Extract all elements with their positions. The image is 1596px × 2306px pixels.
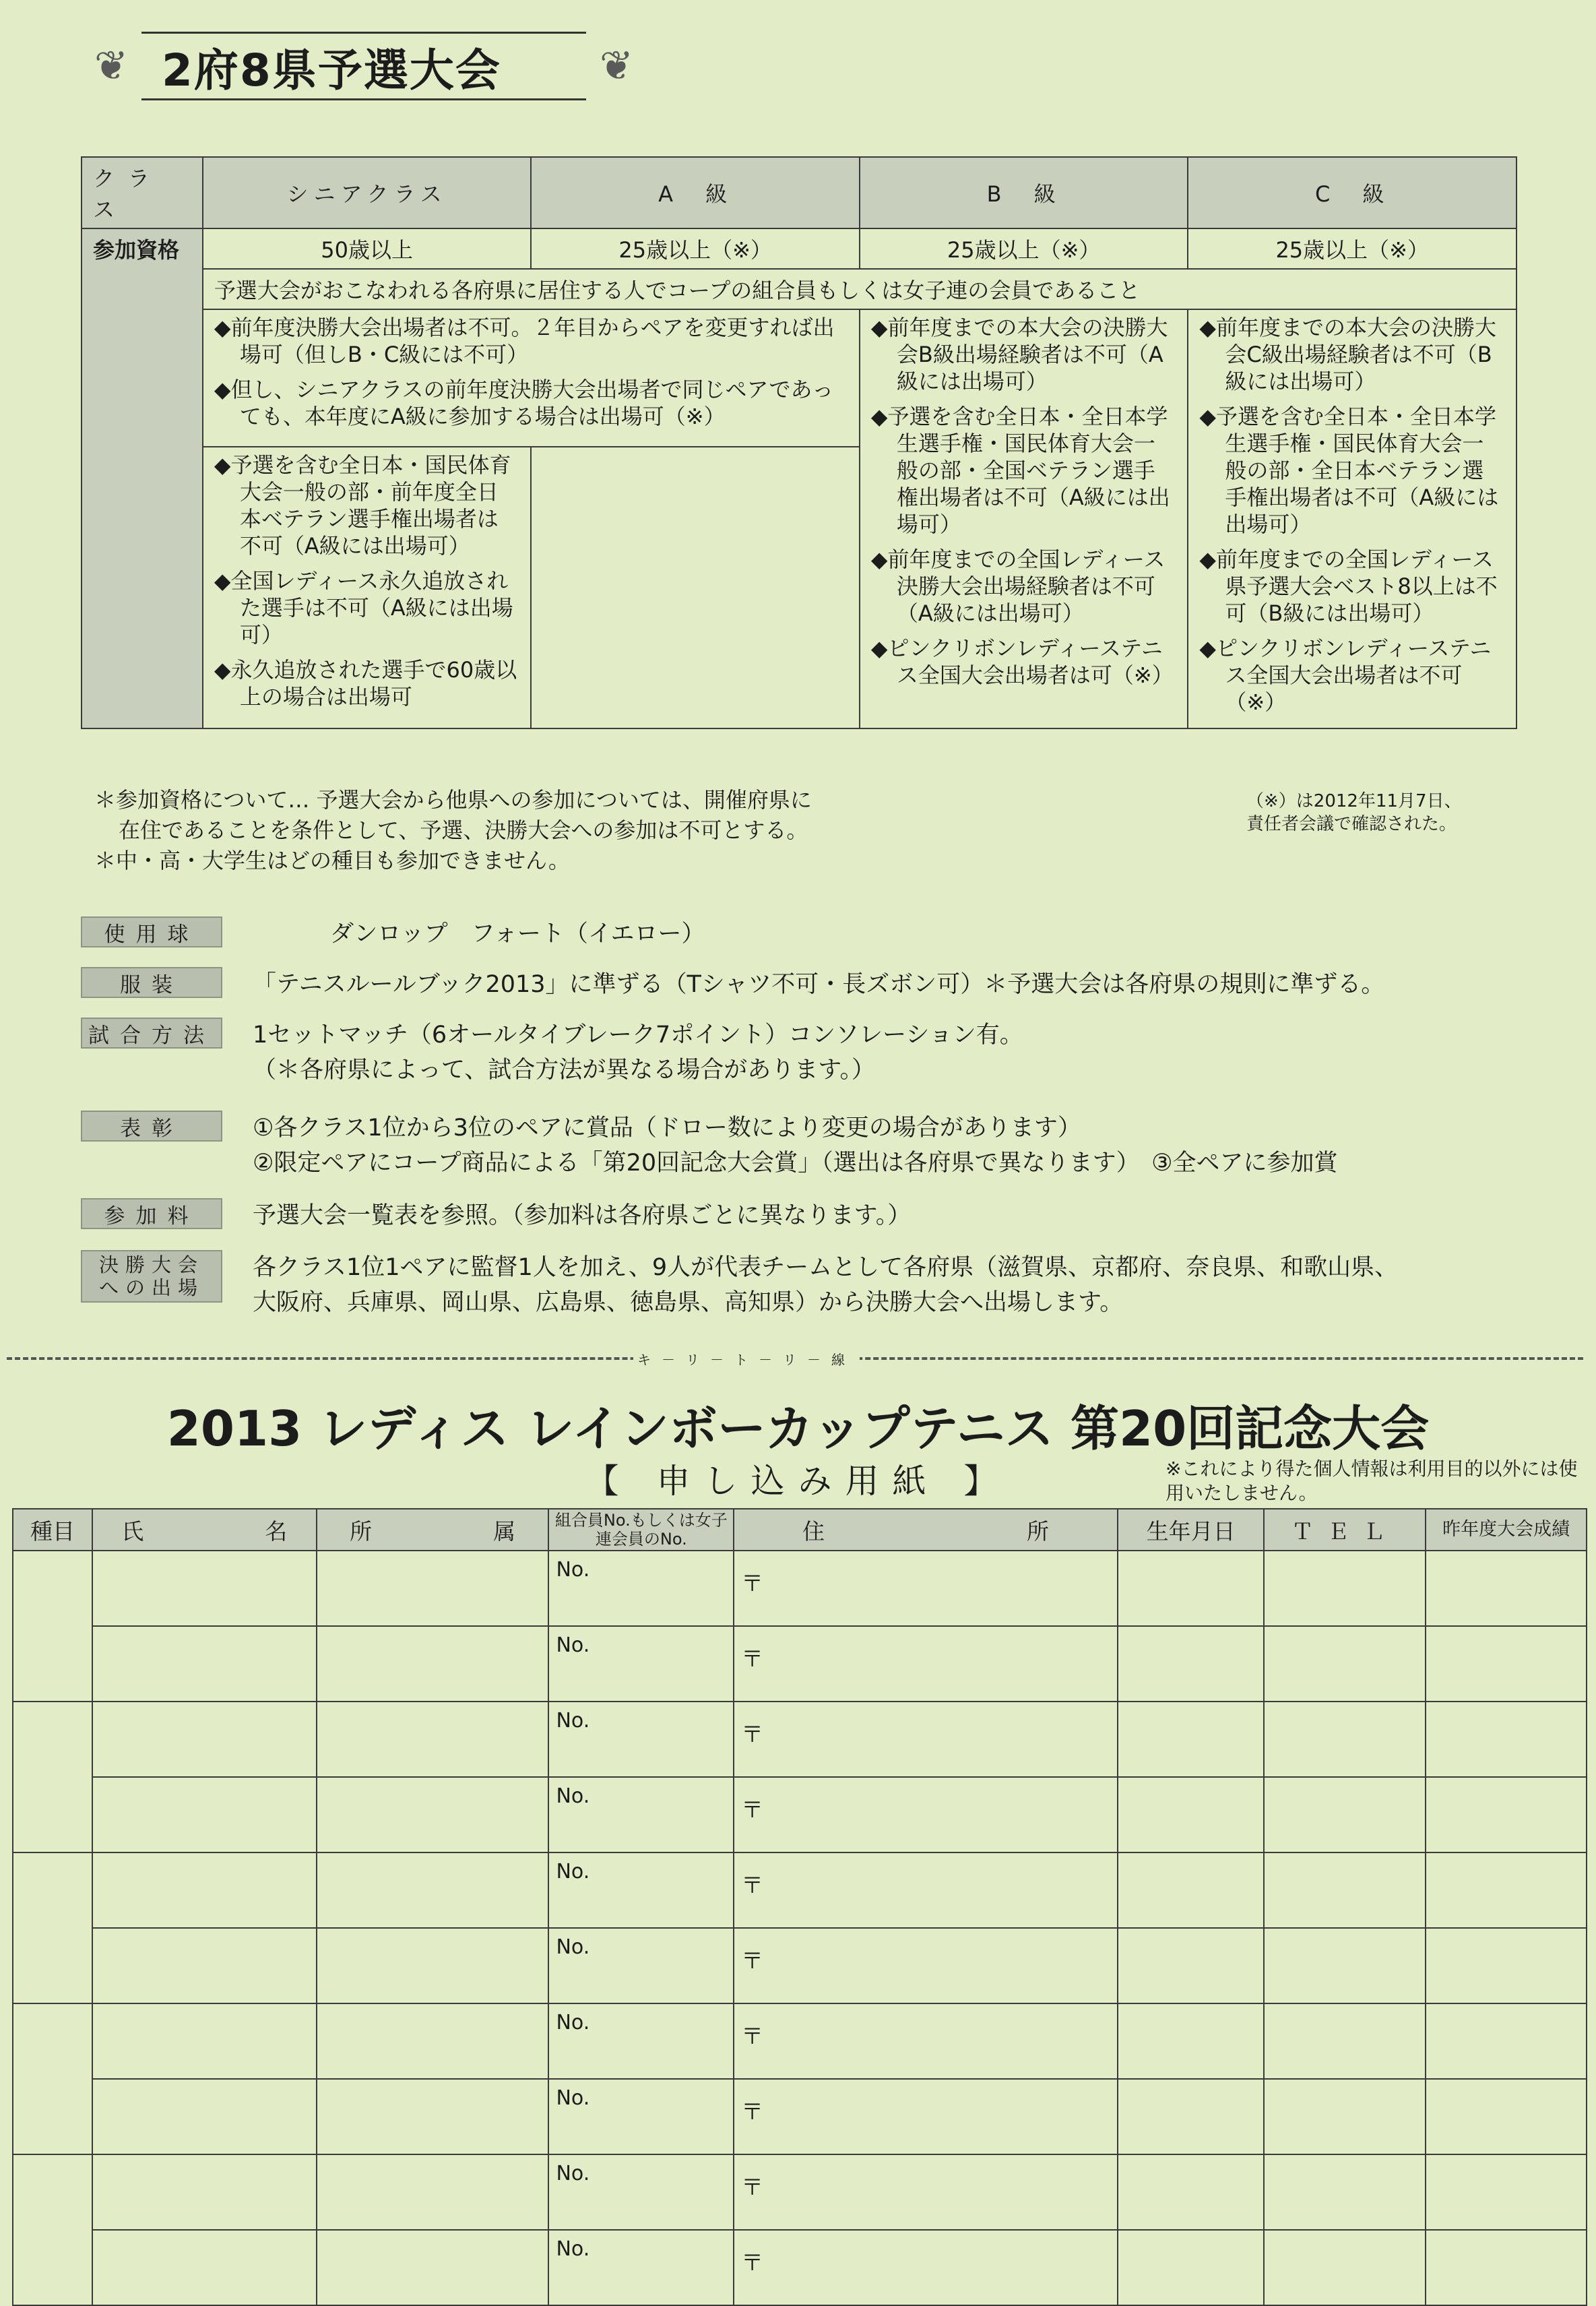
header-birth: 生年月日 <box>1118 1509 1265 1551</box>
birth-cell[interactable] <box>1118 1626 1265 1702</box>
birth-cell[interactable] <box>1118 2003 1265 2079</box>
name-cell[interactable] <box>92 2154 317 2230</box>
final-label-line: 決勝大会 <box>98 1253 204 1276</box>
tel-cell[interactable] <box>1264 1777 1426 1852</box>
b-rules <box>860 309 1188 728</box>
tel-cell[interactable] <box>1264 2079 1426 2154</box>
address-cell[interactable] <box>734 1852 1118 1928</box>
list-item: ◆予選を含む全日本・国民体育大会一般の部・前年度全日本ベテラン選手権出場者は不可（A級には出場可） <box>214 452 511 559</box>
table-row <box>13 1852 1587 1928</box>
tel-cell[interactable] <box>1264 1551 1426 1626</box>
method-line: 1セットマッチ（6オールタイブレーク7ポイント）コンソレーション有。 <box>253 1022 1023 1049</box>
final-value <box>253 1250 1398 1320</box>
header-address <box>734 1509 1118 1551</box>
affiliation-cell[interactable] <box>317 2230 549 2305</box>
dress-value: 「テニスルールブック2013」に準ずる（Tシャツ不可・長ズボン可）＊予選大会は各府県の規則に準ずる。 <box>253 971 1385 998</box>
header-name <box>92 1509 317 1551</box>
award-line: ①各クラス1位から3位のペアに賞品（ドロー数により変更の場合があります） <box>253 1115 1081 1142</box>
final-line: 大阪府、兵庫県、岡山県、広島県、徳島県、高知県）から決勝大会へ出場します。 <box>253 1289 1124 1316</box>
header-name-b: 名 <box>265 1518 288 1545</box>
note-line: 責任者会議で確認された。 <box>1246 814 1457 834</box>
form-title: 2013 レディス レインボーカップテニス 第20回記念大会 <box>166 1400 1430 1457</box>
birth-cell[interactable] <box>1118 1928 1265 2003</box>
birth-cell[interactable] <box>1118 2079 1265 2154</box>
birth-cell[interactable] <box>1118 2230 1265 2305</box>
result-cell[interactable] <box>1426 1551 1587 1626</box>
member-no-cell[interactable] <box>548 2230 734 2305</box>
empty-cell <box>531 447 860 728</box>
ball-value: ダンロップ フォート（イエロー） <box>330 921 705 947</box>
table-row <box>13 1777 1587 1852</box>
c-rules <box>1188 309 1517 728</box>
affiliation-cell[interactable] <box>317 1852 549 1928</box>
award-line: ②限定ペアにコープ商品による「第20回記念大会賞」（選出は各府県で異なります） ③全ペアに参加賞 <box>253 1150 1338 1177</box>
tel-cell[interactable] <box>1264 1626 1426 1702</box>
postal-mark-icon: 〒 <box>741 1872 764 1898</box>
event-cell[interactable] <box>13 1852 92 2003</box>
fee-label: 参加料 <box>81 1198 222 1229</box>
list-item: ◆前年度までの本大会の決勝大会B級出場経験者は不可（A級には出場可） <box>870 315 1168 394</box>
birth-cell[interactable] <box>1118 1551 1265 1626</box>
header-member-no: 組合員No.もしくは女子連会員のNo. <box>548 1509 734 1551</box>
name-cell[interactable] <box>92 1626 317 1702</box>
form-subtitle: 【 申し込み用紙 】 <box>585 1462 1011 1501</box>
member-no-prefix: No. <box>556 1558 590 1582</box>
address-cell[interactable] <box>734 2079 1118 2154</box>
affiliation-cell[interactable] <box>317 1928 549 2003</box>
header-banner <box>81 12 647 120</box>
senior-a-rules <box>203 309 860 447</box>
age-b: 25歳以上（※） <box>860 228 1188 269</box>
postal-mark-icon: 〒 <box>741 1721 764 1747</box>
age-c: 25歳以上（※） <box>1188 228 1517 269</box>
final-label-line: への出場 <box>98 1276 204 1299</box>
header-result: 昨年度大会成績 <box>1426 1509 1587 1551</box>
info-final <box>81 1250 1563 1320</box>
address-cell[interactable] <box>734 1551 1118 1626</box>
name-cell[interactable] <box>92 2230 317 2305</box>
address-cell[interactable] <box>734 1928 1118 2003</box>
member-no-prefix: No. <box>556 2237 590 2261</box>
dress-label: 服装 <box>81 967 222 998</box>
result-cell[interactable] <box>1426 1626 1587 1702</box>
affiliation-cell[interactable] <box>317 1777 549 1852</box>
class-b: B 級 <box>860 157 1188 228</box>
note-line: ＊中・高・大学生はどの種目も参加できません。 <box>94 848 570 873</box>
tel-cell[interactable] <box>1264 2230 1426 2305</box>
confirmation-note <box>1246 790 1556 836</box>
age-senior: 50歳以上 <box>203 228 532 269</box>
affiliation-cell[interactable] <box>317 1551 549 1626</box>
tel-cell[interactable] <box>1264 1928 1426 2003</box>
postal-mark-icon: 〒 <box>741 2098 764 2125</box>
birth-cell[interactable] <box>1118 1852 1265 1928</box>
event-cell[interactable] <box>13 2003 92 2154</box>
address-cell[interactable] <box>734 2003 1118 2079</box>
eligibility-notes <box>94 785 1172 876</box>
postal-mark-icon: 〒 <box>741 2174 764 2200</box>
header-address-a: 住 <box>802 1518 825 1545</box>
header-tel: ＴＥＬ <box>1264 1509 1426 1551</box>
table-row <box>13 2154 1587 2230</box>
table-row <box>13 2230 1587 2305</box>
postal-mark-icon: 〒 <box>741 2023 764 2049</box>
class-label: クラス <box>82 157 203 228</box>
method-value <box>253 1018 1023 1088</box>
address-cell[interactable] <box>734 2154 1118 2230</box>
common-requirement: 予選大会がおこなわれる各府県に居住する人でコープの組合員もしくは女子連の会員であること <box>203 269 1517 309</box>
affiliation-cell[interactable] <box>317 1626 549 1702</box>
birth-cell[interactable] <box>1118 2154 1265 2230</box>
header-address-b: 所 <box>1026 1518 1049 1545</box>
list-item: ◆予選を含む全日本・全日本学生選手権・国民体育大会一般の部・全日本ベテラン選手権出場者は不可（A級には出場可） <box>1199 404 1499 537</box>
method-label: 試合方法 <box>81 1018 222 1049</box>
info-fee <box>81 1198 1563 1233</box>
event-cell[interactable] <box>13 1551 92 1702</box>
ball-label: 使用球 <box>81 916 222 947</box>
address-cell[interactable] <box>734 2230 1118 2305</box>
tel-cell[interactable] <box>1264 2154 1426 2230</box>
note-line: ＊参加資格について… 予選大会から他県への参加については、開催府県に <box>94 787 812 813</box>
floral-ornament-icon: ❦ <box>599 42 634 90</box>
info-method <box>81 1018 1563 1088</box>
list-item: ◆ピンクリボンレディーステニス全国大会出場者は可（※） <box>870 635 1174 688</box>
member-no-cell[interactable] <box>548 1626 734 1702</box>
class-c: C 級 <box>1188 157 1517 228</box>
method-line: （＊各府県によって、試合方法が異なる場合があります。） <box>253 1057 876 1084</box>
list-item: ◆前年度までの本大会の決勝大会C級出場経験者は不可（B級には出場可） <box>1199 315 1497 394</box>
list-item: ◆永久追放された選手で60歳以上の場合は出場可 <box>214 657 517 710</box>
info-dress <box>81 967 1563 1002</box>
name-cell[interactable] <box>92 1777 317 1852</box>
affiliation-cell[interactable] <box>317 1702 549 1777</box>
fee-value: 予選大会一覧表を参照。（参加料は各府県ごとに異なります。） <box>253 1202 912 1229</box>
member-no-prefix: No. <box>556 2011 590 2034</box>
table-row <box>13 2003 1587 2079</box>
senior-rules <box>203 447 532 728</box>
privacy-note: ※これにより得た個人情報は利用目的以外には使用いたしません。 <box>1166 1458 1578 1504</box>
affiliation-cell[interactable] <box>317 2079 549 2154</box>
member-no-prefix: No. <box>556 1935 590 1959</box>
member-no-prefix: No. <box>556 2086 590 2110</box>
member-no-cell[interactable] <box>548 1551 734 1626</box>
result-cell[interactable] <box>1426 2154 1587 2230</box>
floral-ornament-icon: ❦ <box>94 42 129 90</box>
final-line: 各クラス1位1ペアに監督1人を加え、9人が代表チームとして各府県（滋賀県、京都府、奈良県、和歌山県、 <box>253 1254 1399 1281</box>
qualification-label: 参加資格 <box>82 228 203 728</box>
affiliation-cell[interactable] <box>317 2003 549 2079</box>
list-item: ◆全国レディース永久追放された選手は不可（A級には出場可） <box>214 568 513 648</box>
list-item: ◆ピンクリボンレディーステニス全国大会出場者は不可（※） <box>1199 635 1492 715</box>
member-no-cell[interactable] <box>548 1852 734 1928</box>
member-no-prefix: No. <box>556 1860 590 1883</box>
info-ball <box>81 916 1563 952</box>
member-no-prefix: No. <box>556 1633 590 1657</box>
cut-line-label: キ－リ－ト－リ－線 <box>633 1349 860 1369</box>
postal-mark-icon: 〒 <box>741 1797 764 1823</box>
tel-cell[interactable] <box>1264 1702 1426 1777</box>
name-cell[interactable] <box>92 1928 317 2003</box>
application-form <box>12 1508 1587 2306</box>
name-cell[interactable] <box>92 1852 317 1928</box>
award-label: 表彰 <box>81 1111 222 1142</box>
header-affil-a: 所 <box>350 1518 373 1545</box>
birth-cell[interactable] <box>1118 1777 1265 1852</box>
list-item: ◆前年度決勝大会出場者は不可。２年目からペアを変更すれば出場可（但しB・C級には不可） <box>214 315 835 367</box>
result-cell[interactable] <box>1426 1852 1587 1928</box>
list-item: ◆前年度までの全国レディース決勝大会出場経験者は不可（A級には出場可） <box>870 547 1166 626</box>
table-row <box>13 1702 1587 1777</box>
list-item: ◆但し、シニアクラスの前年度決勝大会出場者で同じペアであっても、本年度にA級に参加する場合は出場可（※） <box>214 377 834 429</box>
result-cell[interactable] <box>1426 2230 1587 2305</box>
header-affiliation <box>317 1509 549 1551</box>
name-cell[interactable] <box>92 1702 317 1777</box>
tel-cell[interactable] <box>1264 2003 1426 2079</box>
result-cell[interactable] <box>1426 1777 1587 1852</box>
postal-mark-icon: 〒 <box>741 1646 764 1672</box>
member-no-cell[interactable] <box>548 2154 734 2230</box>
address-cell[interactable] <box>734 1626 1118 1702</box>
name-cell[interactable] <box>92 2079 317 2154</box>
address-cell[interactable] <box>734 1777 1118 1852</box>
header-affil-b: 属 <box>493 1518 516 1545</box>
header-event: 種目 <box>13 1509 92 1551</box>
name-cell[interactable] <box>92 1551 317 1626</box>
birth-cell[interactable] <box>1118 1702 1265 1777</box>
result-cell[interactable] <box>1426 2003 1587 2079</box>
member-no-prefix: No. <box>556 1709 590 1733</box>
class-senior: シニアクラス <box>203 157 532 228</box>
member-no-cell[interactable] <box>548 1702 734 1777</box>
header-name-a: 氏 <box>121 1518 144 1545</box>
list-item: ◆前年度までの全国レディース県予選大会ベスト8以上は不可（B級には出場可） <box>1199 547 1498 626</box>
tel-cell[interactable] <box>1264 1852 1426 1928</box>
member-no-cell[interactable] <box>548 2003 734 2079</box>
eligibility-table <box>81 156 1517 729</box>
age-a: 25歳以上（※） <box>531 228 860 269</box>
class-a: A 級 <box>531 157 860 228</box>
name-cell[interactable] <box>92 2003 317 2079</box>
postal-mark-icon: 〒 <box>741 1570 764 1596</box>
member-no-cell[interactable] <box>548 1777 734 1852</box>
page-title: 2府8県予選大会 <box>141 32 586 100</box>
postal-mark-icon: 〒 <box>741 2249 764 2276</box>
result-cell[interactable] <box>1426 1928 1587 2003</box>
member-no-prefix: No. <box>556 1784 590 1808</box>
award-value <box>253 1111 1338 1181</box>
final-label <box>81 1250 222 1303</box>
result-cell[interactable] <box>1426 1702 1587 1777</box>
table-row <box>13 2079 1587 2154</box>
member-no-cell[interactable] <box>548 1928 734 2003</box>
address-cell[interactable] <box>734 1702 1118 1777</box>
event-cell[interactable] <box>13 2154 92 2305</box>
member-no-prefix: No. <box>556 2162 590 2185</box>
info-award <box>81 1111 1563 1181</box>
result-cell[interactable] <box>1426 2079 1587 2154</box>
table-row <box>13 1928 1587 2003</box>
member-no-cell[interactable] <box>548 2079 734 2154</box>
note-line: （※）は2012年11月7日、 <box>1246 791 1462 811</box>
affiliation-cell[interactable] <box>317 2154 549 2230</box>
postal-mark-icon: 〒 <box>741 1947 764 1974</box>
note-line: 在住であることを条件として、予選、決勝大会への参加は不可とする。 <box>119 817 808 843</box>
table-row <box>13 1626 1587 1702</box>
table-row <box>13 1551 1587 1626</box>
list-item: ◆予選を含む全日本・全日本学生選手権・国民体育大会一般の部・全国ベテラン選手権出場者は不可（A級には出場可） <box>870 404 1170 537</box>
event-cell[interactable] <box>13 1702 92 1852</box>
